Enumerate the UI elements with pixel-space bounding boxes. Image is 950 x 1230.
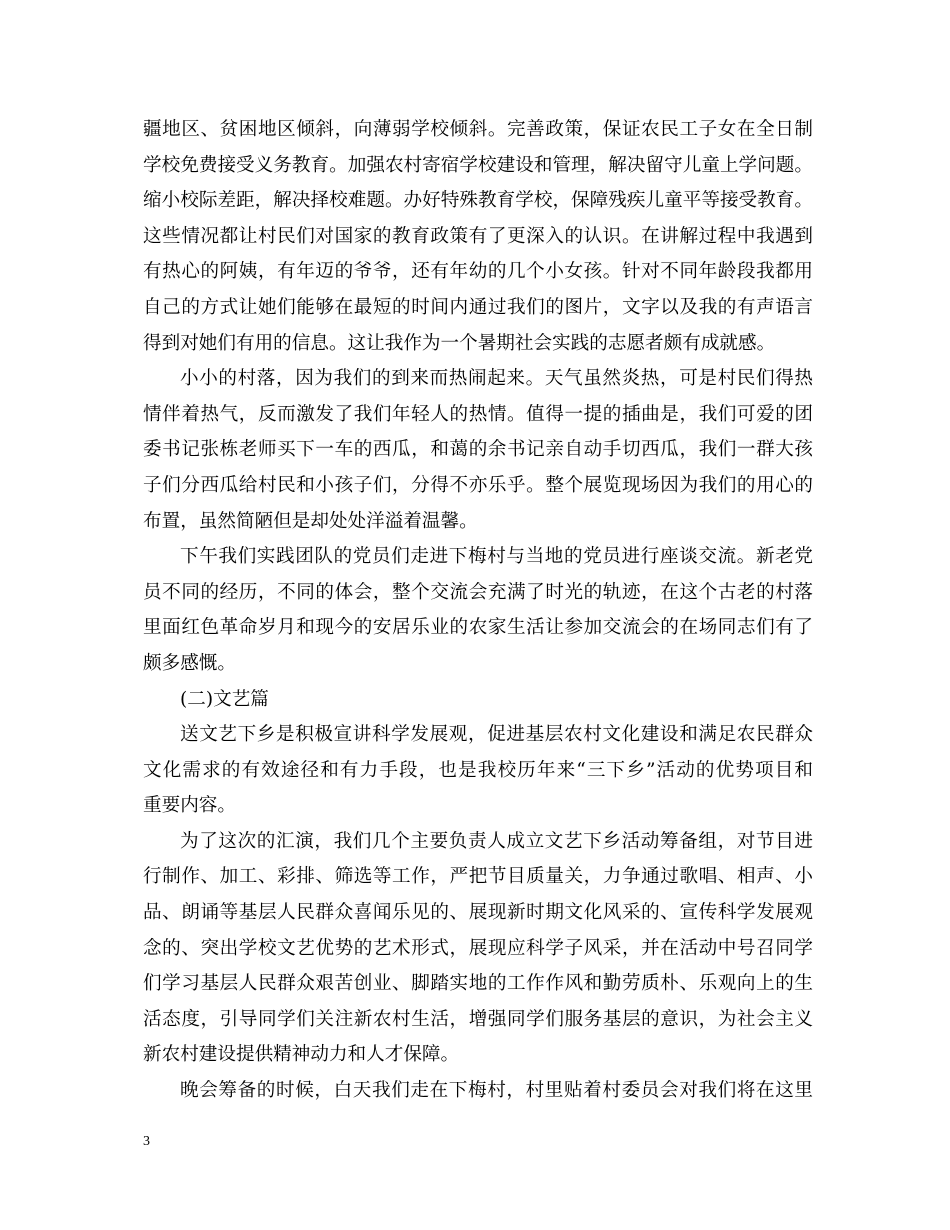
- text-line: 重要内容。: [143, 795, 236, 817]
- text-line: 学校免费接受义务教育。加强农村寄宿学校建设和管理，解决留守儿童上学问题。: [143, 154, 813, 176]
- text-line: 员不同的经历，不同的体会，整个交流会充满了时光的轨迹，在这个古老的村落: [143, 581, 813, 603]
- text-line: 新农村建设提供精神动力和人才保障。: [143, 1044, 460, 1066]
- text-line: 委书记张栋老师买下一车的西瓜，和蔼的余书记亲自动手切西瓜，我们一群大孩: [143, 439, 813, 461]
- text-line: 这些情况都让村民们对国家的教育政策有了更深入的认识。在讲解过程中我遇到: [143, 225, 813, 247]
- text-line: 子们分西瓜给村民和小孩子们，分得不亦乐乎。整个展览现场因为我们的用心的: [143, 474, 813, 496]
- text-line: 疆地区、贫困地区倾斜，向薄弱学校倾斜。完善政策，保证农民工子女在全日制: [143, 119, 813, 140]
- text-line: 有热心的阿姨，有年迈的爷爷，还有年幼的几个小女孩。针对不同年龄段我都用: [143, 261, 813, 283]
- text-line: 送文艺下乡是积极宣讲科学发展观，促进基层农村文化建设和满足农民群众: [180, 724, 813, 746]
- text-line: 情伴着热气，反而激发了我们年轻人的热情。值得一提的插曲是，我们可爱的团: [143, 403, 813, 425]
- page-number: 3: [143, 1134, 150, 1149]
- text-line: 活态度，引导同学们关注新农村生活，增强同学们服务基层的意识，为社会主义: [143, 1008, 813, 1030]
- section-heading: (二)文艺篇: [180, 688, 269, 710]
- text-line: 得到对她们有用的信息。这让我作为一个暑期社会实践的志愿者颇有成就感。: [143, 332, 776, 354]
- text-line: 自己的方式让她们能够在最短的时间内通过我们的图片，文字以及我的有声语言: [143, 296, 813, 318]
- text-line: 晚会筹备的时候，白天我们走在下梅村，村里贴着村委员会对我们将在这里: [180, 1080, 813, 1102]
- document-body: [143, 112, 813, 1109]
- text-line: 行制作、加工、彩排、筛选等工作，严把节目质量关，力争通过歌唱、相声、小: [143, 866, 813, 888]
- text-line: 文化需求的有效途径和有力手段，也是我校历年来“三下乡”活动的优势项目和: [143, 759, 813, 781]
- text-line: 缩小校际差距，解决择校难题。办好特殊教育学校，保障残疾儿童平等接受教育。: [143, 190, 813, 212]
- text-line: 们学习基层人民群众艰苦创业、脚踏实地的工作作风和勤劳质朴、乐观向上的生: [143, 973, 813, 995]
- text-line: 为了这次的汇演，我们几个主要负责人成立文艺下乡活动筹备组，对节目进: [180, 830, 813, 852]
- text-line: 念的、突出学校文艺优势的艺术形式，展现应科学子风采，并在活动中号召同学: [143, 937, 813, 959]
- text-line: 布置，虽然简陋但是却处处洋溢着温馨。: [143, 510, 478, 532]
- text-line: 下午我们实践团队的党员们走进下梅村与当地的党员进行座谈交流。新老党: [180, 546, 813, 568]
- text-line: 里面红色革命岁月和现今的安居乐业的农家生活让参加交流会的在场同志们有了: [143, 617, 813, 639]
- text-line: 小小的村落，因为我们的到来而热闹起来。天气虽然炎热，可是村民们得热: [180, 368, 813, 390]
- text-line: 颇多感慨。: [143, 652, 236, 674]
- text-line: 品、朗诵等基层人民群众喜闻乐见的、展现新时期文化风采的、宣传科学发展观: [143, 902, 813, 924]
